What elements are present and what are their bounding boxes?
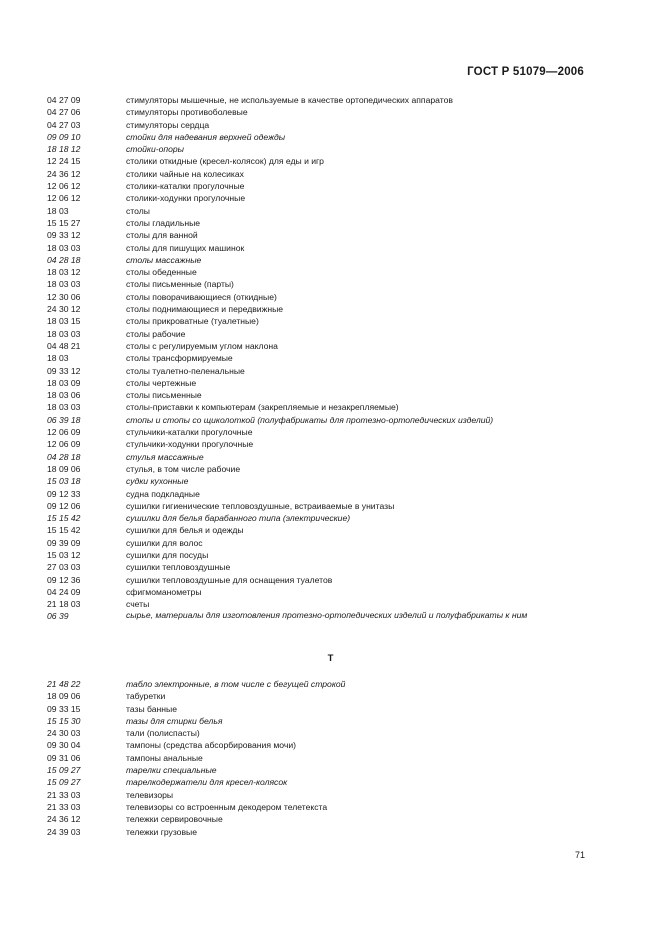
entry-code: 04 48 21 — [47, 340, 81, 351]
index-list-t — [47, 678, 587, 838]
index-entry — [47, 278, 587, 290]
entry-code: 09 12 06 — [47, 500, 81, 511]
index-entry — [47, 352, 587, 364]
entry-term: тарелкодержатели для кресел-колясок — [126, 777, 288, 788]
entry-code: 18 18 12 — [47, 144, 81, 155]
entry-term: тампоны анальные — [126, 752, 203, 763]
entry-term: столы-приставки к компьютерам (закрепляемые и незакрепляемые) — [126, 402, 399, 413]
index-entry — [47, 549, 587, 561]
entry-code: 09 30 04 — [47, 740, 81, 751]
index-entry — [47, 598, 587, 610]
entry-code: 12 06 12 — [47, 181, 81, 192]
entry-term: столы — [126, 205, 150, 216]
entry-code: 09 31 06 — [47, 752, 81, 763]
entry-code: 06 39 18 — [47, 414, 81, 425]
index-entry — [47, 377, 587, 389]
entry-code: 15 03 18 — [47, 476, 81, 487]
entry-code: 06 39 — [47, 611, 69, 622]
entry-code: 15 15 42 — [47, 513, 81, 524]
index-entry — [47, 389, 587, 401]
entry-term: сфигмоманометры — [126, 586, 202, 597]
index-entry — [47, 586, 587, 598]
entry-term: столы гладильные — [126, 217, 201, 228]
index-entry — [47, 826, 587, 838]
entry-code: 04 24 09 — [47, 586, 81, 597]
entry-term: сырье, материалы для изготовления протезно-ортопедических изделий и полуфабрикаты к ним — [126, 610, 528, 621]
index-entry — [47, 752, 587, 764]
index-entry — [47, 365, 587, 377]
index-list-s — [47, 94, 587, 623]
entry-term: столы туалетно-пеленальные — [126, 365, 245, 376]
entry-term: столики-ходунки прогулочные — [126, 193, 246, 204]
page-number: 71 — [574, 850, 585, 860]
entry-code: 09 39 09 — [47, 537, 81, 548]
entry-code: 24 36 12 — [47, 168, 81, 179]
entry-term: столы для ванной — [126, 230, 198, 241]
index-entry — [47, 266, 587, 278]
index-entry — [47, 192, 587, 204]
entry-code: 21 18 03 — [47, 599, 81, 610]
entry-term: тарелки специальные — [126, 765, 217, 776]
index-entry — [47, 414, 587, 426]
entry-term: тележки грузовые — [126, 826, 197, 837]
index-entry — [47, 715, 587, 727]
document-header: ГОСТ Р 51079—2006 — [467, 66, 584, 78]
index-entry — [47, 106, 587, 118]
index-entry — [47, 401, 587, 413]
entry-code: 15 15 42 — [47, 525, 81, 536]
entry-term: сушилки для белья барабанного типа (электрические) — [126, 513, 351, 524]
entry-code: 24 36 12 — [47, 814, 81, 825]
entry-term: столы для пишущих машинок — [126, 242, 245, 253]
index-entry — [47, 776, 587, 788]
entry-code: 09 09 10 — [47, 131, 81, 142]
entry-code: 12 24 15 — [47, 156, 81, 167]
index-entry — [47, 131, 587, 143]
entry-term: тали (полиспасты) — [126, 728, 200, 739]
index-entry — [47, 500, 587, 512]
entry-term: стойки-опоры — [126, 144, 185, 155]
index-entry — [47, 574, 587, 586]
index-entry — [47, 426, 587, 438]
entry-code: 18 09 06 — [47, 691, 81, 702]
entry-code: 04 28 18 — [47, 451, 81, 462]
index-entry — [47, 727, 587, 739]
entry-code: 12 30 06 — [47, 291, 81, 302]
entry-term: столики чайные на колесиках — [126, 168, 244, 179]
entry-term: столы чертежные — [126, 377, 197, 388]
entry-code: 12 06 09 — [47, 439, 81, 450]
entry-code: 04 27 09 — [47, 95, 81, 105]
index-entry — [47, 340, 587, 352]
index-entry — [47, 739, 587, 751]
entry-code: 09 33 15 — [47, 703, 81, 714]
entry-code: 18 03 03 — [47, 279, 81, 290]
index-entry — [47, 217, 587, 229]
index-entry — [47, 168, 587, 180]
entry-code: 04 27 03 — [47, 119, 81, 130]
entry-code: 15 15 27 — [47, 217, 81, 228]
index-entry — [47, 254, 587, 266]
entry-term: столы поворачивающиеся (откидные) — [126, 291, 277, 302]
entry-code: 18 03 06 — [47, 390, 81, 401]
entry-code: 09 33 12 — [47, 230, 81, 241]
entry-term: тазы банные — [126, 703, 177, 714]
entry-code: 18 03 12 — [47, 267, 81, 278]
entry-code: 12 06 12 — [47, 193, 81, 204]
entry-term: столы письменные (парты) — [126, 279, 234, 290]
entry-term: табуретки — [126, 691, 166, 702]
entry-code: 09 12 33 — [47, 488, 81, 499]
entry-term: столы прикроватные (туалетные) — [126, 316, 259, 327]
index-entry — [47, 764, 587, 776]
entry-term: стимуляторы противоболевые — [126, 107, 248, 118]
entry-term: стимуляторы сердца — [126, 119, 210, 130]
index-entry — [47, 678, 587, 690]
entry-code: 18 09 06 — [47, 463, 81, 474]
entry-code: 15 03 12 — [47, 549, 81, 560]
entry-term: телевизоры — [126, 789, 174, 800]
index-entry — [47, 229, 587, 241]
index-entry — [47, 328, 587, 340]
entry-term: сушилки для волос — [126, 537, 203, 548]
entry-code: 18 03 03 — [47, 328, 81, 339]
entry-code: 04 27 06 — [47, 107, 81, 118]
entry-code: 15 09 27 — [47, 765, 81, 776]
entry-term: сушилки для посуды — [126, 549, 209, 560]
entry-term: столики-каталки прогулочные — [126, 181, 245, 192]
entry-code: 24 30 03 — [47, 728, 81, 739]
entry-term: счеты — [126, 599, 150, 610]
entry-term: тампоны (средства абсорбирования мочи) — [126, 740, 296, 751]
index-entry — [47, 180, 587, 192]
index-entry — [47, 801, 587, 813]
index-entry — [47, 205, 587, 217]
entry-term: столы массажные — [126, 254, 202, 265]
entry-code: 18 03 — [47, 205, 69, 216]
entry-term: табло электронные, в том числе с бегущей строкой — [126, 679, 346, 689]
entry-code: 09 33 12 — [47, 365, 81, 376]
entry-term: столы трансформируемые — [126, 353, 233, 364]
entry-code: 18 03 09 — [47, 377, 81, 388]
index-entry — [47, 303, 587, 315]
entry-code: 24 30 12 — [47, 304, 81, 315]
entry-term: тазы для стирки белья — [126, 715, 223, 726]
entry-code: 21 48 22 — [47, 679, 81, 689]
index-entry — [47, 119, 587, 131]
entry-code: 27 03 03 — [47, 562, 81, 573]
entry-term: стопы и стопы со щиколоткой (полуфабрикаты для протезно-ортопедических изделий) — [126, 414, 494, 425]
index-entry — [47, 537, 587, 549]
section-letter-heading: Т — [327, 653, 334, 664]
index-entry — [47, 475, 587, 487]
entry-code: 18 03 03 — [47, 242, 81, 253]
index-entry — [47, 610, 587, 622]
entry-code: 12 06 09 — [47, 427, 81, 438]
entry-term: стульчики-каталки прогулочные — [126, 427, 253, 438]
index-entry — [47, 524, 587, 536]
entry-code: 21 33 03 — [47, 801, 81, 812]
index-entry — [47, 143, 587, 155]
entry-code: 21 33 03 — [47, 789, 81, 800]
index-entry — [47, 512, 587, 524]
index-entry — [47, 813, 587, 825]
index-entry — [47, 451, 587, 463]
index-entry — [47, 789, 587, 801]
entry-term: судки кухонные — [126, 476, 189, 487]
index-entry — [47, 690, 587, 702]
entry-term: тележки сервировочные — [126, 814, 223, 825]
entry-term: стимуляторы мышечные, не используемые в качестве ортопедических аппаратов — [126, 95, 453, 105]
index-entry — [47, 94, 587, 106]
entry-term: стульчики-ходунки прогулочные — [126, 439, 254, 450]
index-entry — [47, 561, 587, 573]
entry-term: сушилки тепловоздушные для оснащения туалетов — [126, 574, 333, 585]
entry-term: столы рабочие — [126, 328, 186, 339]
index-entry — [47, 291, 587, 303]
entry-code: 09 12 36 — [47, 574, 81, 585]
index-entry — [47, 488, 587, 500]
entry-term: сушилки тепловоздушные — [126, 562, 231, 573]
entry-term: столы обеденные — [126, 267, 197, 278]
index-entry — [47, 703, 587, 715]
index-entry — [47, 463, 587, 475]
entry-term: столы с регулируемым углом наклона — [126, 340, 278, 351]
entry-code: 18 03 15 — [47, 316, 81, 327]
entry-term: сушилки гигиенические тепловоздушные, встраиваемые в унитазы — [126, 500, 395, 511]
entry-code: 18 03 03 — [47, 402, 81, 413]
index-entry — [47, 438, 587, 450]
entry-term: стулья, в том числе рабочие — [126, 463, 241, 474]
entry-term: стулья массажные — [126, 451, 204, 462]
entry-code: 04 28 18 — [47, 254, 81, 265]
entry-term: сушилки для белья и одежды — [126, 525, 244, 536]
entry-term: телевизоры со встроенным декодером телетекста — [126, 801, 328, 812]
entry-term: стойки для надевания верхней одежды — [126, 131, 286, 142]
index-entry — [47, 315, 587, 327]
entry-term: столики откидные (кресел-колясок) для еды и игр — [126, 156, 324, 167]
entry-code: 15 15 30 — [47, 715, 81, 726]
entry-code: 15 09 27 — [47, 777, 81, 788]
entry-term: столы поднимающиеся и передвижные — [126, 304, 284, 315]
entry-term: судна подкладные — [126, 488, 200, 499]
entry-code: 24 39 03 — [47, 826, 81, 837]
entry-code: 18 03 — [47, 353, 69, 364]
index-entry — [47, 242, 587, 254]
index-entry — [47, 155, 587, 167]
entry-term: столы письменные — [126, 390, 202, 401]
